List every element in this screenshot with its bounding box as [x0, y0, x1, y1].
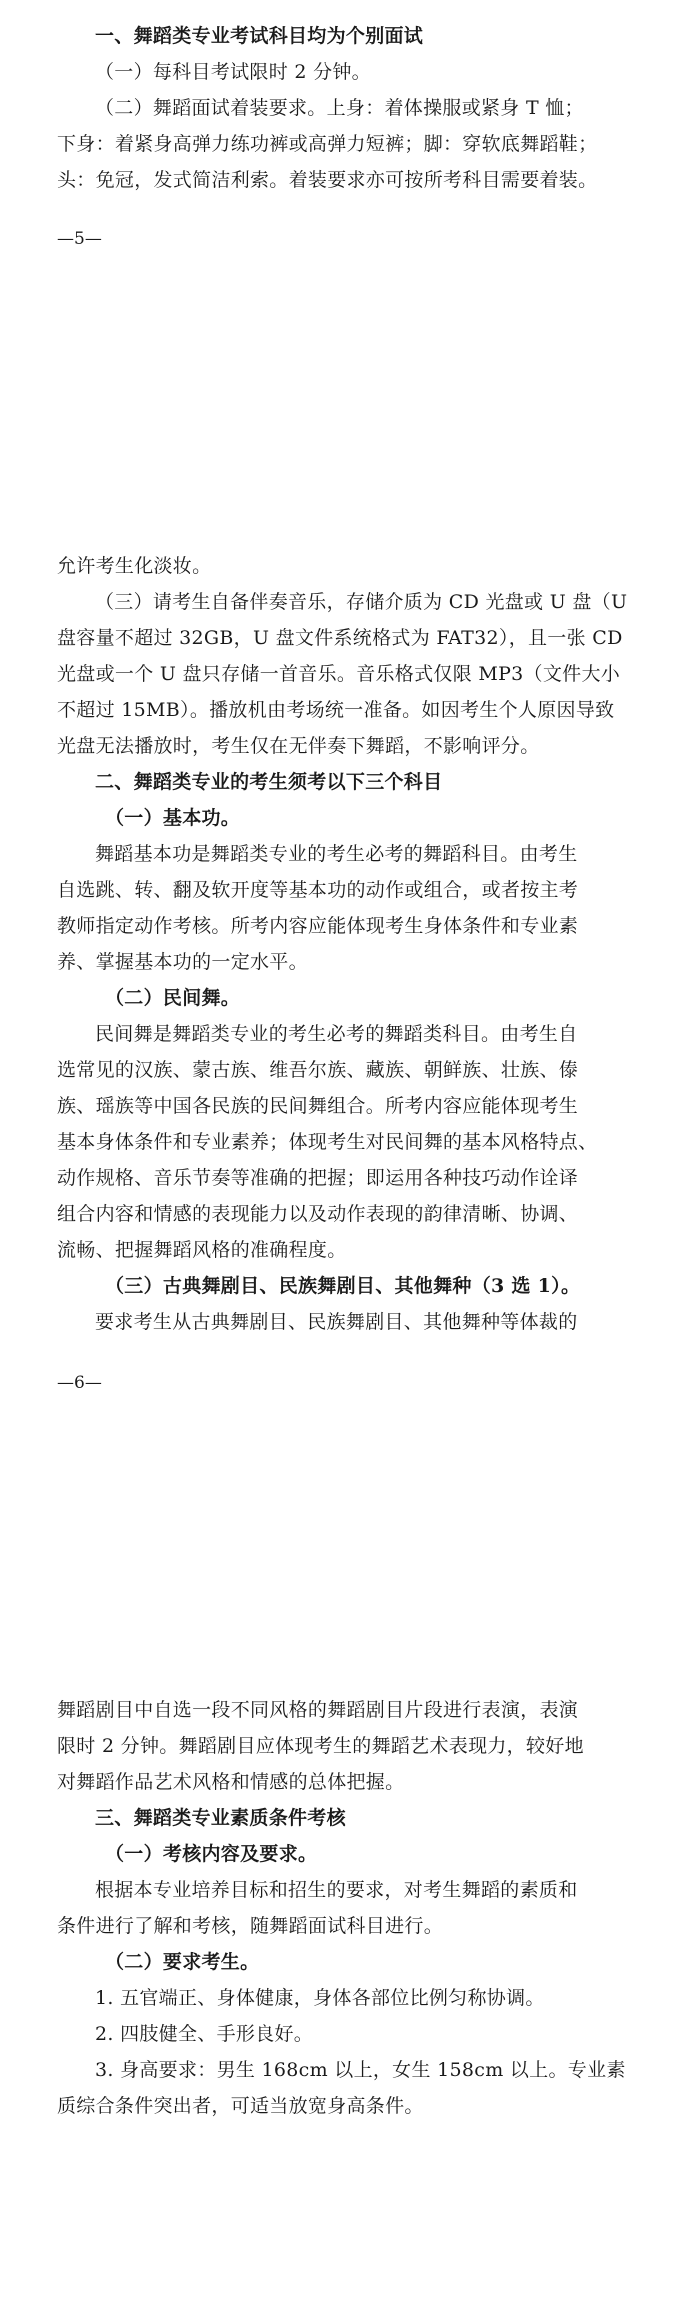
paragraph-line: 盘容量不超过 32GB，U 盘文件系统格式为 FAT32），且一张 CD: [57, 627, 623, 649]
paragraph-line: 组合内容和情感的表现能力以及动作表现的韵律清晰、协调、: [57, 1203, 579, 1225]
page-number: —6—: [57, 1373, 102, 1393]
subsection-heading: （二）民间舞。: [105, 987, 241, 1009]
paragraph-line: 根据本专业培养目标和招生的要求，对考生舞蹈的素质和: [95, 1879, 578, 1901]
paragraph-line: 限时 2 分钟。舞蹈剧目应体现考生的舞蹈艺术表现力，较好地: [57, 1735, 584, 1757]
subsection-heading: （一）考核内容及要求。: [105, 1843, 318, 1865]
paragraph-line: 允许考生化淡妆。: [57, 555, 212, 577]
list-item: 2. 四肢健全、手形良好。: [95, 2023, 314, 2045]
paragraph-line: 动作规格、音乐节奏等准确的把握；即运用各种技巧动作诠译: [57, 1167, 579, 1189]
paragraph-line: 教师指定动作考核。所考内容应能体现考生身体条件和专业素: [57, 915, 579, 937]
paragraph-line: 族、瑶族等中国各民族的民间舞组合。所考内容应能体现考生: [57, 1095, 579, 1117]
section-heading-2: 二、舞蹈类专业的考生须考以下三个科目: [95, 771, 443, 793]
paragraph-line: （一）每科目考试限时 2 分钟。: [95, 61, 371, 83]
section-heading-1: 一、舞蹈类专业考试科目均为个别面试: [95, 25, 424, 47]
paragraph-line: 要求考生从古典舞剧目、民族舞剧目、其他舞种等体裁的: [95, 1311, 578, 1333]
paragraph-line: 下身：着紧身高弹力练功裤或高弹力短裤；脚：穿软底舞蹈鞋；: [57, 133, 598, 155]
paragraph-line: 基本身体条件和专业素养；体现考生对民间舞的基本风格特点、: [57, 1131, 598, 1153]
paragraph-line: 舞蹈基本功是舞蹈类专业的考生必考的舞蹈科目。由考生: [95, 843, 578, 865]
section-heading-3: 三、舞蹈类专业素质条件考核: [95, 1807, 346, 1829]
paragraph-line: （三）请考生自备伴奏音乐，存储介质为 CD 光盘或 U 盘（U: [95, 591, 628, 613]
paragraph-line: 头：免冠，发式简洁利索。着装要求亦可按所考科目需要着装。: [57, 169, 598, 191]
paragraph-line: 舞蹈剧目中自选一段不同风格的舞蹈剧目片段进行表演，表演: [57, 1699, 579, 1721]
list-item: 1. 五官端正、身体健康，身体各部位比例匀称协调。: [95, 1987, 545, 2009]
paragraph-line: 自选跳、转、翻及软开度等基本功的动作或组合，或者按主考: [57, 879, 579, 901]
subsection-heading: （二）要求考生。: [105, 1951, 260, 1973]
paragraph-line: （二）舞蹈面试着装要求。上身：着体操服或紧身 T 恤；: [95, 97, 584, 119]
paragraph-line: 不超过 15MB）。播放机由考场统一准备。如因考生个人原因导致: [57, 699, 615, 721]
paragraph-line: 流畅、把握舞蹈风格的准确程度。: [57, 1239, 347, 1261]
list-item: 3. 身高要求：男生 168cm 以上，女生 158cm 以上。专业素: [95, 2059, 626, 2081]
paragraph-line: 光盘无法播放时，考生仅在无伴奏下舞蹈，不影响评分。: [57, 735, 540, 757]
paragraph-line: 民间舞是舞蹈类专业的考生必考的舞蹈类科目。由考生自: [95, 1023, 578, 1045]
page-number: —5—: [57, 229, 102, 249]
paragraph-line: 对舞蹈作品艺术风格和情感的总体把握。: [57, 1771, 405, 1793]
paragraph-line: 条件进行了解和考核，随舞蹈面试科目进行。: [57, 1915, 444, 1937]
paragraph-line: 选常见的汉族、蒙古族、维吾尔族、藏族、朝鲜族、壮族、傣: [57, 1059, 579, 1081]
subsection-heading: （一）基本功。: [105, 807, 241, 829]
subsection-heading: （三）古典舞剧目、民族舞剧目、其他舞种（3 选 1）。: [105, 1275, 581, 1297]
paragraph-line: 光盘或一个 U 盘只存储一首音乐。音乐格式仅限 MP3（文件大小: [57, 663, 621, 685]
paragraph-line: 质综合条件突出者，可适当放宽身高条件。: [57, 2095, 424, 2117]
paragraph-line: 养、掌握基本功的一定水平。: [57, 951, 308, 973]
